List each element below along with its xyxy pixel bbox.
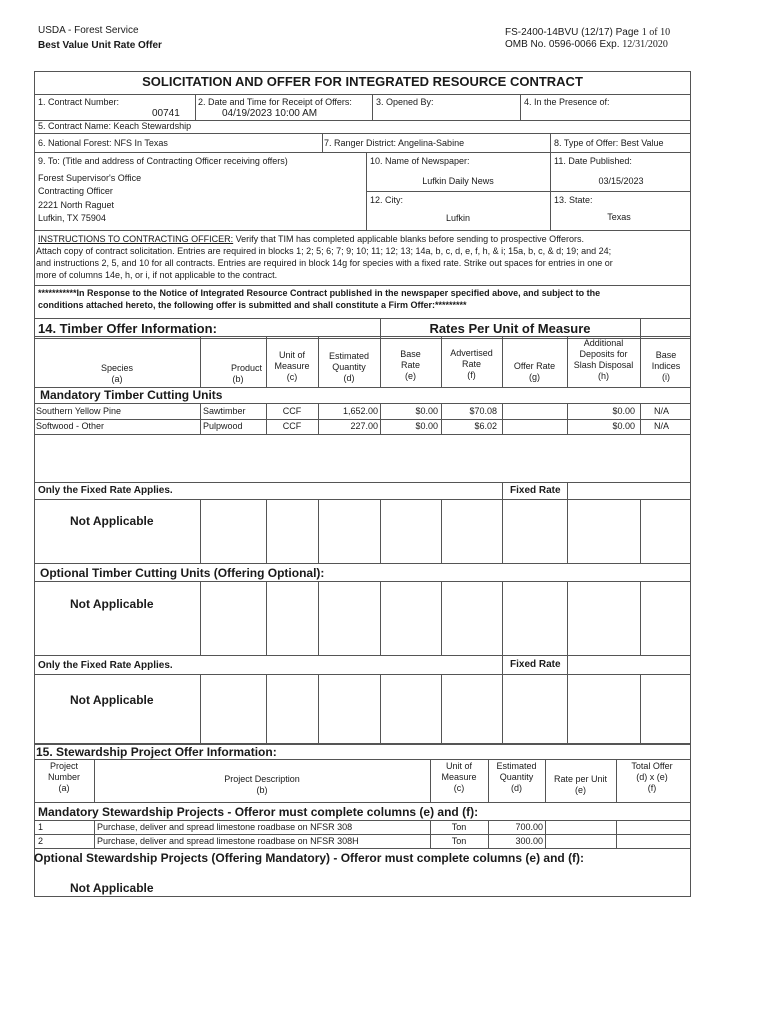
- optional-stewardship-title: Optional Stewardship Projects (Offering Mandatory) - Offeror must complete columns (e) and (f):: [34, 851, 585, 865]
- form-main-title: SOLICITATION AND OFFER FOR INTEGRATED RESOURCE CONTRACT: [142, 74, 583, 89]
- fixed-rate-label-2: Fixed Rate: [510, 659, 561, 670]
- col-species-letter: (a): [111, 374, 123, 384]
- col-project-label-2: Number: [47, 772, 80, 782]
- col-sw-unit-header: [430, 761, 488, 794]
- col-sw-quantity-label-1: Estimated: [496, 761, 537, 771]
- col-slash-label-1: Additional: [583, 338, 624, 348]
- col-indices-label-1: Base: [655, 350, 677, 360]
- col-quantity-header: [318, 351, 380, 384]
- col-base-rate-letter: (e): [405, 371, 416, 381]
- not-applicable-optional: Not Applicable: [70, 597, 154, 611]
- slash-deposit-cell: $0.00: [612, 421, 635, 431]
- col-quantity-label-1: Estimated: [328, 351, 370, 361]
- address-line-4: Lufkin, TX 75904: [38, 213, 106, 223]
- instructions-line-2: Attach copy of contract solicitation. Entries are required in blocks 1; 2; 5; 6; 7; 9; 10; 11; 12; 13; 14a, b, c, d, e, f, h, & i; 15a, b, c, & d; 19; and 24;: [36, 246, 612, 256]
- agency-name: USDA - Forest Service: [38, 25, 139, 36]
- col-base-rate-label-1: Base: [400, 349, 421, 359]
- advertised-rate-cell: $70.08: [469, 406, 497, 416]
- project-quantity-cell: 700.00: [515, 822, 543, 832]
- col-total-offer-label-1: Total Offer: [631, 761, 673, 771]
- instructions-lead: INSTRUCTIONS TO CONTRACTING OFFICER:: [38, 234, 234, 244]
- col-sw-quantity-letter: (d): [511, 783, 522, 793]
- col-project-label-1: Project: [49, 761, 78, 771]
- newspaper-value[interactable]: Lufkin Daily News: [422, 176, 494, 186]
- project-number-cell: 1: [38, 822, 44, 832]
- col-base-rate-label-2: Rate: [400, 360, 420, 370]
- date-published-value[interactable]: 03/15/2023: [598, 176, 644, 186]
- rates-title: Rates Per Unit of Measure: [429, 321, 591, 336]
- col-slash-label-2: Deposits for: [579, 349, 628, 359]
- col-sw-unit-label-1: Unit of: [445, 761, 472, 771]
- quantity-cell: 227.00: [350, 421, 378, 431]
- col-total-offer-header: [616, 761, 688, 794]
- col-sw-unit-letter: (c): [453, 783, 465, 793]
- fixed-rate-note-2: Only the Fixed Rate Applies.: [38, 660, 173, 671]
- date-published-label: 11. Date Published:: [554, 156, 632, 166]
- rate-per-unit-input[interactable]: [546, 835, 615, 847]
- opened-by-label: 3. Opened By:: [376, 97, 434, 107]
- project-description-cell: Purchase, deliver and spread limestone roadbase on NFSR 308H: [97, 836, 359, 846]
- col-advertised-rate-header: [441, 348, 502, 381]
- col-advertised-letter: (f): [467, 370, 476, 380]
- not-applicable-fixed-2: Not Applicable: [70, 693, 154, 707]
- rate-per-unit-input[interactable]: [546, 821, 615, 833]
- base-rate-cell: $0.00: [415, 406, 438, 416]
- offer-rate-input[interactable]: [503, 404, 566, 418]
- product-cell: Sawtimber: [203, 406, 246, 416]
- response-line-1: ***********In Response to the Notice of Integrated Resource Contract published in the newspaper specified above, and subject to the: [38, 288, 601, 298]
- col-sw-quantity-header: [488, 761, 545, 794]
- col-product-label: Product: [230, 363, 262, 373]
- col-unit-label-2: Measure: [274, 361, 310, 371]
- form-title: Best Value Unit Rate Offer: [38, 40, 162, 51]
- page-number: 1 of 10: [641, 27, 671, 38]
- form-code-line: [505, 27, 670, 39]
- indices-cell: N/A: [654, 406, 670, 416]
- col-quantity-label-2: Quantity: [332, 362, 366, 372]
- col-rate-per-unit-label: Rate per Unit: [553, 774, 608, 784]
- col-slash-letter: (h): [598, 371, 609, 381]
- col-species-label: Species: [100, 363, 134, 373]
- timber-offer-title: 14. Timber Offer Information:: [38, 321, 217, 336]
- indices-cell: N/A: [654, 421, 670, 431]
- omb-line: [505, 39, 668, 51]
- col-product-letter: (b): [232, 374, 244, 384]
- col-description-label: Project Description: [224, 774, 300, 784]
- fixed-rate-label: Fixed Rate: [510, 485, 561, 496]
- advertised-rate-cell: $6.02: [474, 421, 497, 431]
- optional-timber-title: Optional Timber Cutting Units (Offering Optional):: [40, 566, 325, 580]
- newspaper-label: 10. Name of Newspaper:: [370, 156, 470, 166]
- contract-number-value[interactable]: 00741: [152, 108, 180, 119]
- project-description-cell: Purchase, deliver and spread limestone roadbase on NFSR 308: [97, 822, 353, 832]
- col-slash-label-3: Slash Disposal: [573, 360, 634, 370]
- col-advertised-label-2: Rate: [461, 359, 481, 369]
- project-quantity-cell: 300.00: [515, 836, 543, 846]
- col-offer-rate-label: Offer Rate: [513, 361, 556, 371]
- total-offer-input[interactable]: [617, 821, 688, 833]
- presence-of-label: 4. In the Presence of:: [524, 97, 610, 107]
- col-slash-header: [567, 338, 640, 382]
- receipt-date-label: 2. Date and Time for Receipt of Offers:: [198, 97, 352, 107]
- address-line-1: Forest Supervisor's Office: [38, 173, 142, 183]
- col-project-letter: (a): [58, 783, 70, 793]
- contract-name: 5. Contract Name: Keach Stewardship: [38, 121, 192, 131]
- total-offer-input[interactable]: [617, 835, 688, 847]
- col-quantity-letter: (d): [343, 373, 355, 383]
- col-total-offer-label-2: (d) x (e): [636, 772, 668, 782]
- col-sw-unit-label-2: Measure: [441, 772, 477, 782]
- state-value[interactable]: Texas: [607, 212, 631, 222]
- project-unit-cell: Ton: [451, 836, 467, 846]
- exp-label: Exp.: [599, 39, 620, 50]
- col-indices-label-2: Indices: [651, 361, 681, 371]
- col-description-letter: (b): [256, 785, 268, 795]
- col-offer-rate-header: [502, 361, 567, 383]
- species-cell: Softwood - Other: [36, 421, 105, 431]
- stewardship-title: 15. Stewardship Project Offer Information:: [36, 745, 277, 759]
- slash-deposit-cell: $0.00: [612, 406, 635, 416]
- offer-rate-input[interactable]: [503, 420, 566, 434]
- mandatory-timber-title: Mandatory Timber Cutting Units: [40, 388, 223, 402]
- col-offer-rate-letter: (g): [529, 372, 540, 382]
- col-unit-header: [266, 350, 318, 383]
- col-base-rate-header: [380, 349, 441, 382]
- col-unit-label-1: Unit of: [278, 350, 305, 360]
- instructions-line-4: more of columns 14e, h, or i, if not applicable to the contract.: [36, 270, 278, 280]
- response-line-2: conditions attached hereto, the following offer is submitted and shall constitute a Firm Offer:*********: [38, 300, 467, 310]
- contract-number-label: 1. Contract Number:: [38, 97, 120, 107]
- not-applicable-fixed-1: Not Applicable: [70, 514, 154, 528]
- col-indices-header: [640, 350, 692, 383]
- omb-number: OMB No. 0596-0066: [505, 39, 597, 50]
- receipt-date-value[interactable]: 04/19/2023 10:00 AM: [222, 108, 318, 119]
- form-code: FS-2400-14BVU (12/17): [505, 27, 613, 38]
- instructions: [38, 234, 688, 245]
- species-cell: Southern Yellow Pine: [36, 406, 122, 416]
- address-line-2: Contracting Officer: [38, 186, 113, 196]
- col-project-number-header: [34, 761, 94, 794]
- col-rate-per-unit-letter: (e): [575, 785, 586, 795]
- ranger-district: 7. Ranger District: Angelina-Sabine: [324, 138, 465, 148]
- not-applicable-stewardship: Not Applicable: [70, 881, 154, 895]
- col-indices-letter: (i): [662, 372, 670, 382]
- col-description-header: [94, 774, 430, 796]
- col-unit-letter: (c): [286, 372, 298, 382]
- exp-date: 12/31/2020: [622, 39, 668, 50]
- city-value[interactable]: Lufkin: [445, 213, 471, 223]
- product-cell: Pulpwood: [203, 421, 243, 431]
- unit-cell: CCF: [282, 421, 302, 431]
- project-unit-cell: Ton: [451, 822, 467, 832]
- fixed-rate-note: Only the Fixed Rate Applies.: [38, 485, 173, 496]
- state-label: 13. State:: [554, 195, 593, 205]
- col-species-header: [34, 363, 200, 385]
- instructions-line-1: Verify that TIM has completed applicable blanks before sending to prospective Offerors.: [233, 234, 585, 244]
- instructions-line-3: and instructions 2, 5, and 10 for all contracts. Entries are required in block 14g for species with a fixed rate. Strike out spaces for entries in one or: [36, 258, 613, 268]
- col-rate-per-unit-header: [545, 774, 616, 796]
- type-of-offer: 8. Type of Offer: Best Value: [554, 138, 664, 148]
- project-number-cell: 2: [38, 836, 44, 846]
- address-line-3: 2221 North Raguet: [38, 200, 115, 210]
- city-label: 12. City:: [370, 195, 404, 205]
- col-sw-quantity-label-2: Quantity: [499, 772, 534, 782]
- send-to-label: 9. To: (Title and address of Contracting Officer receiving offers): [38, 156, 288, 166]
- unit-cell: CCF: [282, 406, 302, 416]
- page-label: Page: [615, 27, 639, 38]
- base-rate-cell: $0.00: [415, 421, 438, 431]
- col-total-offer-letter: (f): [647, 783, 657, 793]
- col-advertised-label-1: Advertised: [450, 348, 493, 358]
- quantity-cell: 1,652.00: [342, 406, 378, 416]
- col-product-header: [200, 363, 262, 385]
- mandatory-stewardship-title: Mandatory Stewardship Projects - Offeror must complete columns (e) and (f):: [38, 805, 479, 819]
- national-forest: 6. National Forest: NFS In Texas: [38, 138, 168, 148]
